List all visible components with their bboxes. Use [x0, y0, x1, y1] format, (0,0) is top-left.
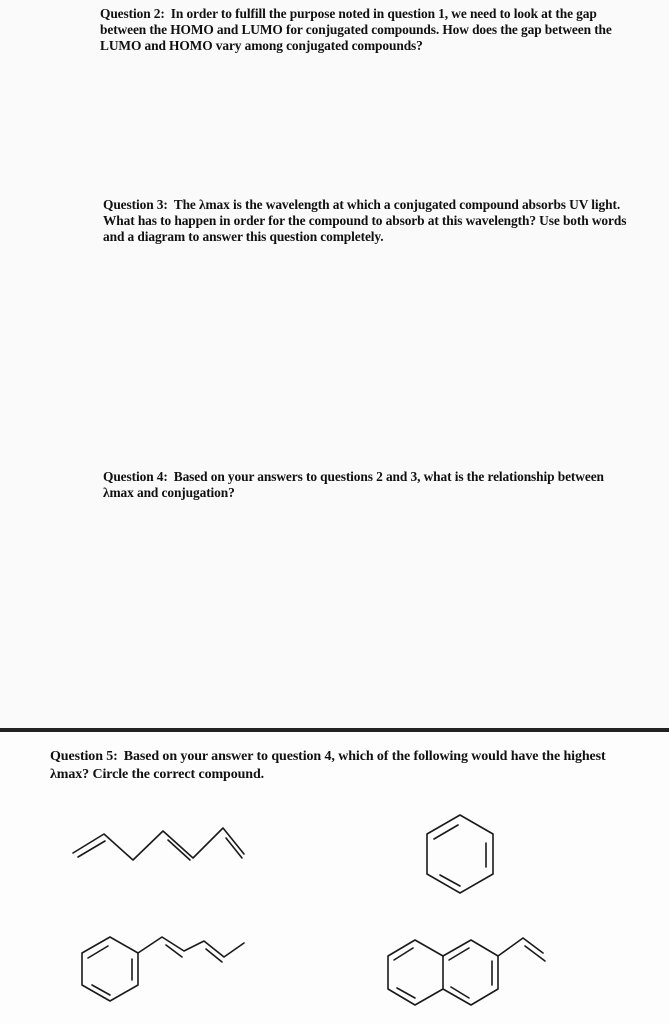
compound-vinyl-naphthalene[interactable] — [385, 925, 560, 1020]
compound-styryl-benzene[interactable] — [78, 925, 248, 1015]
question-4-label: Question 4: — [103, 469, 168, 484]
question-4-text: Based on your answers to questions 2 and 3, what is the relationship between λmax and conjugation? — [103, 469, 604, 500]
question-4 — [103, 469, 623, 501]
compound-benzene[interactable] — [420, 810, 500, 900]
question-2-text: In order to fulfill the purpose noted in question 1, we need to look at the gap between the HOMO and LUMO for conjugated compounds. How does the gap between the LUMO and HOMO vary among conjugated compounds? — [100, 6, 612, 53]
question-5 — [50, 748, 620, 784]
question-5-label: Question 5: — [50, 749, 118, 764]
compound-triene-chain[interactable] — [68, 820, 248, 870]
question-3-label: Question 3: — [103, 197, 168, 212]
question-2 — [100, 6, 630, 54]
question-3 — [103, 197, 628, 245]
question-3-text: The λmax is the wavelength at which a conjugated compound absorbs UV light. What has to happen in order for the compound to absorb at this wavelength? Use both words and a diagram to answer this question completely. — [103, 197, 627, 244]
question-2-label: Question 2: — [100, 6, 165, 21]
question-5-text: Based on your answer to question 4, which of the following would have the highest λmax? Circle the correct compound. — [50, 749, 606, 782]
